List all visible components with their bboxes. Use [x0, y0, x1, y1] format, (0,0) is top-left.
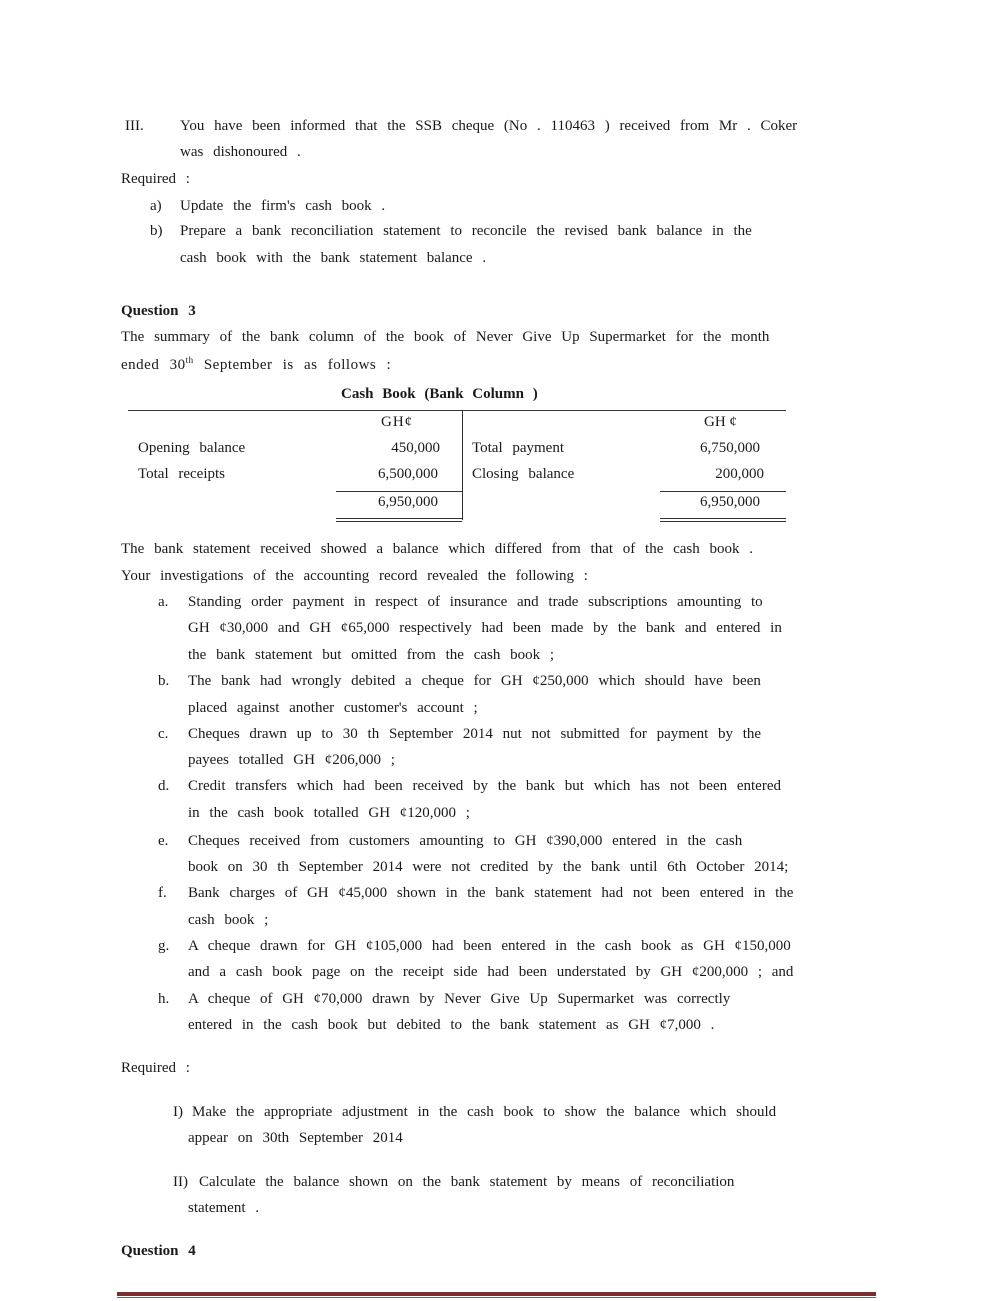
- item-marker: e.: [158, 833, 169, 849]
- item-line: placed against another customer's account ;: [188, 700, 478, 716]
- right-total-double-rule: [660, 518, 786, 519]
- currency-right: GH ¢: [704, 414, 737, 430]
- left-total-double-rule: [336, 518, 462, 519]
- cashbook-title: Cash Book (Bank Column ): [341, 386, 538, 402]
- item-line: payees totalled GH ¢206,000 ;: [188, 752, 395, 768]
- left-total-double-rule: [336, 521, 462, 522]
- req-b-marker: b): [150, 223, 163, 239]
- part-numeral: III.: [125, 118, 144, 134]
- left-row-amount: 450,000: [391, 440, 440, 456]
- left-total-amount: 6,950,000: [378, 494, 438, 510]
- left-row-label: Total receipts: [138, 466, 225, 482]
- q3-intro-line2: ended 30th September is as follows :: [121, 355, 392, 373]
- item-line: Cheques drawn up to 30 th September 2014 nut not submitted for payment by the: [188, 726, 762, 742]
- item-line: Credit transfers which had been received by the bank but which has not been entered: [188, 778, 781, 794]
- item-line: cash book ;: [188, 912, 269, 928]
- item-line: entered in the cash book but debited to the bank statement as GH ¢7,000 .: [188, 1017, 715, 1033]
- right-row-label: Closing balance: [472, 466, 575, 482]
- question-4-heading: Question 4: [121, 1243, 196, 1259]
- item-marker: g.: [158, 938, 170, 954]
- currency-left: GH¢: [381, 414, 414, 430]
- req-i-line1: Make the appropriate adjustment in the cash book to show the balance which should: [192, 1104, 777, 1120]
- item-line: The bank had wrongly debited a cheque for GH ¢250,000 which should have been: [188, 673, 761, 689]
- right-row-amount: 6,750,000: [700, 440, 760, 456]
- left-row-label: Opening balance: [138, 440, 246, 456]
- right-total-double-rule: [660, 521, 786, 522]
- footer-rule: [117, 1292, 876, 1296]
- item-marker: h.: [158, 991, 170, 1007]
- item-line: the bank statement but omitted from the cash book ;: [188, 647, 555, 663]
- item-marker: c.: [158, 726, 169, 742]
- item-line: Standing order payment in respect of insurance and trade subscriptions amounting to: [188, 594, 763, 610]
- right-row-label: Total payment: [472, 440, 565, 456]
- investigation-line1: The bank statement received showed a balance which differed from that of the cash book .: [121, 541, 754, 557]
- part3-line1: You have been informed that the SSB cheque (No . 110463 ) received from Mr . Coker: [180, 118, 798, 134]
- item-line: and a cash book page on the receipt side had been understated by GH ¢200,000 ; and: [188, 964, 794, 980]
- required-label: Required :: [121, 1060, 190, 1076]
- item-marker: b.: [158, 673, 170, 689]
- q3-intro-line1: The summary of the bank column of the book of Never Give Up Supermarket for the month: [121, 329, 770, 345]
- req-ii-line2: statement .: [188, 1200, 259, 1216]
- item-line: book on 30 th September 2014 were not credited by the bank until 6th October 2014;: [188, 859, 789, 875]
- part3-line2: was dishonoured .: [180, 144, 301, 160]
- req-a-marker: a): [150, 198, 162, 214]
- left-subtotal-rule: [336, 491, 462, 492]
- req-i-line2: appear on 30th September 2014: [188, 1130, 403, 1146]
- item-marker: a.: [158, 594, 169, 610]
- item-line: GH ¢30,000 and GH ¢65,000 respectively had been made by the bank and entered in: [188, 620, 782, 636]
- item-line: Bank charges of GH ¢45,000 shown in the bank statement had not been entered in the: [188, 885, 794, 901]
- required-label: Required :: [121, 171, 190, 187]
- item-line: A cheque drawn for GH ¢105,000 had been entered in the cash book as GH ¢150,000: [188, 938, 791, 954]
- right-row-amount: 200,000: [715, 466, 764, 482]
- question-3-heading: Question 3: [121, 303, 196, 319]
- left-row-amount: 6,500,000: [378, 466, 438, 482]
- investigation-line2: Your investigations of the accounting record revealed the following :: [121, 568, 588, 584]
- right-total-amount: 6,950,000: [700, 494, 760, 510]
- req-i-marker: I): [173, 1104, 183, 1120]
- req-ii-marker: II): [173, 1174, 188, 1190]
- table-center-divider: [462, 410, 463, 520]
- table-top-rule: [128, 410, 786, 411]
- item-marker: d.: [158, 778, 170, 794]
- item-line: Cheques received from customers amounting to GH ¢390,000 entered in the cash: [188, 833, 743, 849]
- footer-rule-thin: [117, 1297, 876, 1298]
- item-line: in the cash book totalled GH ¢120,000 ;: [188, 805, 470, 821]
- req-ii-line1: Calculate the balance shown on the bank statement by means of reconciliation: [199, 1174, 735, 1190]
- item-line: A cheque of GH ¢70,000 drawn by Never Give Up Supermarket was correctly: [188, 991, 731, 1007]
- right-subtotal-rule: [660, 491, 786, 492]
- req-b-line1: Prepare a bank reconciliation statement to reconcile the revised bank balance in the: [180, 223, 752, 239]
- req-a-text: Update the firm's cash book .: [180, 198, 386, 214]
- item-marker: f.: [158, 885, 167, 901]
- req-b-line2: cash book with the bank statement balance .: [180, 250, 487, 266]
